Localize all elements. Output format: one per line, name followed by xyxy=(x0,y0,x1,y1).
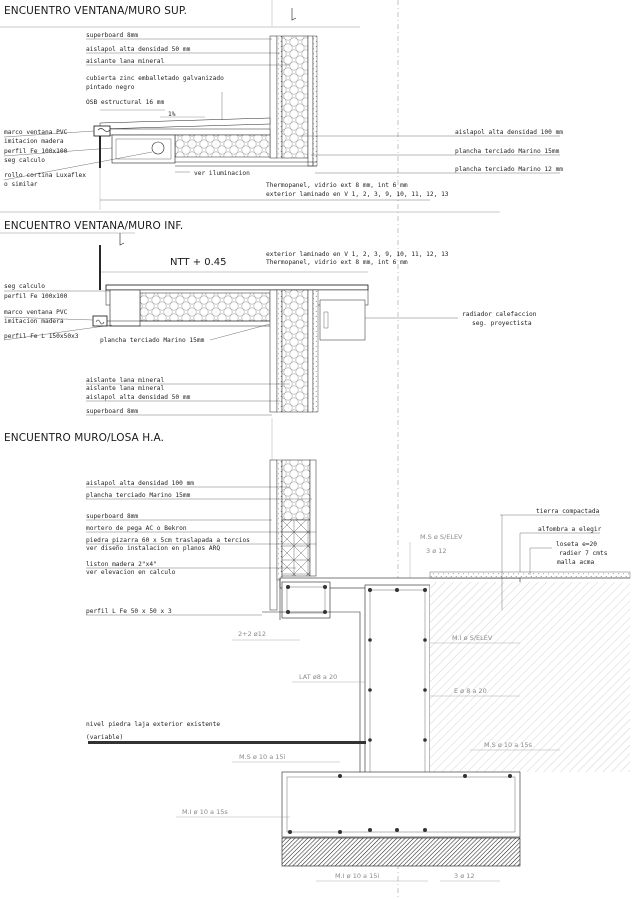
lean-concrete xyxy=(282,838,520,866)
rebar-dot xyxy=(368,688,372,692)
section-title-top: ENCUENTRO VENTANA/MURO SUP. xyxy=(4,5,188,17)
lbl-seg-mid: seg calculo xyxy=(4,283,45,290)
rebar-dot xyxy=(288,830,292,834)
rebar-dot xyxy=(323,585,327,589)
rebar-dot xyxy=(323,610,327,614)
section-window-wall-top xyxy=(0,5,563,212)
leader xyxy=(210,324,270,340)
lbl-rebar-ms-15s: M.S ø 10 a 15s xyxy=(484,741,532,749)
roller-blind-icon xyxy=(152,142,164,154)
footing xyxy=(282,772,520,837)
rebar-dot xyxy=(508,774,512,778)
lbl-perfil-mid: perfil Fe 100x100 xyxy=(4,293,68,300)
lbl-superboard-mid: superboard 8mm xyxy=(86,408,139,415)
rebar-dot xyxy=(463,774,467,778)
head-insulation xyxy=(175,135,270,157)
zinc-roof xyxy=(100,118,270,129)
rebar-dot xyxy=(423,588,427,592)
lbl-terciado-12: plancha terciado Marino 12 mm xyxy=(455,166,564,173)
section-title-bottom: ENCUENTRO MURO/LOSA H.A. xyxy=(4,432,165,444)
lbl-superboard: superboard 8mm xyxy=(86,32,139,39)
superboard-layer-mid xyxy=(270,290,277,412)
section-window-wall-bottom xyxy=(0,220,537,415)
rebar-dot xyxy=(423,738,427,742)
aislapol-layer-mid xyxy=(277,290,282,412)
lbl-imitacion: imitacion madera xyxy=(4,138,64,145)
lbl-pizarra: piedra pizarra 60 x 5cm traslapada a tercios xyxy=(86,537,250,544)
lbl-rebar-3-12: 3 ø 12 xyxy=(426,547,447,555)
mineral-wool-mid xyxy=(282,290,308,412)
rebar-dot xyxy=(423,688,427,692)
rebar-dot xyxy=(368,828,372,832)
lbl-zinc: cubierta zinc emballetado galvanizado xyxy=(86,75,224,82)
lbl-liston: liston madera 2"x4" xyxy=(86,561,157,568)
lbl-rebar-2-2: 2+2 ø12 xyxy=(238,630,267,638)
lbl-rebar-ms-elev: M.S ø S/ELEV xyxy=(420,533,463,541)
lbl-superboard-b: superboard 8mm xyxy=(86,513,139,520)
lbl-pvc-mid: marco ventana PVC xyxy=(4,309,68,316)
lbl-aislapol-100: aislapol alta densidad 100 mm xyxy=(455,129,564,136)
aislapol-layer xyxy=(277,36,282,158)
lbl-rebar-ms-15i: M.S ø 10 a 15i xyxy=(239,753,286,761)
lbl-aislapol-mid: aislapol alta densidad 50 mm xyxy=(86,394,191,401)
rebar-dot xyxy=(338,774,342,778)
rebar-dot xyxy=(395,588,399,592)
mineral-wool-layer xyxy=(282,36,308,158)
section-title-mid: ENCUENTRO VENTANA/MURO INF. xyxy=(4,220,184,232)
superboard-layer xyxy=(270,36,277,158)
steel-profile-mid xyxy=(110,290,140,326)
rebar-dot xyxy=(286,585,290,589)
exterior-ground-line xyxy=(88,741,366,744)
rebar-dot xyxy=(368,638,372,642)
plywood-outer-layer xyxy=(313,36,317,166)
lbl-alfombra: alfombra a elegir xyxy=(538,526,602,533)
break-mark xyxy=(120,233,124,245)
pvc-frame-mid xyxy=(93,316,107,326)
section-wall-slab xyxy=(4,418,630,881)
insulation-wall xyxy=(282,460,310,520)
lbl-nivel-piedra: nivel piedra laja exterior existente xyxy=(86,721,221,728)
lbl-perfil-L-mid: perfil Fe L 150x50x3 xyxy=(4,333,79,340)
lbl-radier: radier 7 cmts xyxy=(559,550,608,557)
lbl-lana: aislante lana mineral xyxy=(86,58,165,65)
lbl-tierra: tierra compactada xyxy=(536,508,600,515)
rebar-dot xyxy=(395,828,399,832)
lbl-loseta: loseta e=20 xyxy=(556,541,597,548)
lbl-laminado: exterior laminado en V 1, 2, 3, 9, 10, 11, 12, 13 xyxy=(266,191,449,198)
lbl-zinc-2: pintado negro xyxy=(86,84,135,91)
rebar-dot xyxy=(368,588,372,592)
lbl-terciado-15: plancha terciado Marino 15mm xyxy=(455,148,560,155)
lbl-elevacion: ver elevacion en calculo xyxy=(86,569,176,576)
lbl-osb: OSB estructural 16 mm xyxy=(86,99,165,106)
rebar-dot xyxy=(368,738,372,742)
lbl-imitacion-mid: imitacion madera xyxy=(4,318,64,325)
timber-battens xyxy=(282,520,310,576)
lbl-malla: malla acma xyxy=(557,559,595,566)
top-right-labels xyxy=(300,129,563,173)
lbl-rebar-mi-elev: M.I ø S/ELEV xyxy=(452,634,493,642)
lbl-proyectista: seg. proyectista xyxy=(472,320,532,327)
osb-board xyxy=(100,129,270,135)
lbl-seg: seg calculo xyxy=(4,157,45,164)
lbl-mortero: mortero de pega AC o Bekron xyxy=(86,525,187,532)
plywood-layer xyxy=(308,36,313,166)
lbl-laminado-mid: exterior laminado en V 1, 2, 3, 9, 10, 11, 12, 13 xyxy=(266,251,449,258)
lbl-pvc: marco ventana PVC xyxy=(4,129,68,136)
lbl-similar: o similar xyxy=(4,181,38,188)
lbl-lana-mid-2: aislante lana mineral xyxy=(86,385,165,392)
rebar-dot xyxy=(338,830,342,834)
lbl-variable: (variable) xyxy=(86,734,124,741)
lbl-iluminacion: ver iluminacion xyxy=(194,170,250,177)
lbl-rollo: rollo cortina Luxaflex xyxy=(4,172,86,179)
lbl-diseno: ver diseño instalacion en planos ARQ xyxy=(86,545,221,552)
level-label: NTT + 0.45 xyxy=(170,257,227,268)
lbl-terciado-b: plancha terciado Marino 15mm xyxy=(86,492,191,499)
lbl-lana-mid: aislante lana mineral xyxy=(86,377,165,384)
radiator-valve xyxy=(324,312,328,328)
stone-cladding xyxy=(310,460,316,576)
slope-label: 1% xyxy=(168,111,176,118)
lbl-thermopanel: Thermopanel, vidrio ext 8 mm, int 6 mm xyxy=(266,182,408,189)
lbl-aislapol: aislapol alta densidad 50 mm xyxy=(86,46,191,53)
lbl-aislapol-100-b: aislapol alta densidad 100 mm xyxy=(86,480,195,487)
break-mark xyxy=(292,8,296,20)
plywood-layer-mid xyxy=(308,290,313,412)
sill-plate xyxy=(106,285,368,290)
superboard-wall xyxy=(270,460,277,610)
lbl-radiador: radiador calefaccion xyxy=(462,311,537,318)
lbl-rebar-e: E ø 8 a 20 xyxy=(454,687,487,695)
lbl-terciado-mid: plancha terciado Marino 15mm xyxy=(100,337,205,344)
lbl-perfil-L-b: perfil L Fe 50 x 50 x 3 xyxy=(86,608,172,615)
sill-insulation xyxy=(140,293,270,321)
lbl-rebar-3-12-b: 3 ø 12 xyxy=(454,872,475,880)
lbl-rebar-lat: LAT ø8 a 20 xyxy=(299,673,338,681)
lbl-rebar-mi-15i: M.I ø 10 a 15i xyxy=(335,872,380,880)
rebar-dot xyxy=(423,828,427,832)
lbl-rebar-mi-15s: M.I ø 10 a 15s xyxy=(182,808,228,816)
lbl-thermopanel-mid: Thermopanel, vidrio ext 8 mm, int 6 mm xyxy=(266,259,408,266)
aislapol-wall xyxy=(277,460,282,580)
plywood-outer-mid xyxy=(313,290,318,412)
rebar-dot xyxy=(423,638,427,642)
rebar-dot xyxy=(286,610,290,614)
pvc-frame-profile xyxy=(94,126,110,136)
lbl-perfil: perfil Fe 100x100 xyxy=(4,148,68,155)
